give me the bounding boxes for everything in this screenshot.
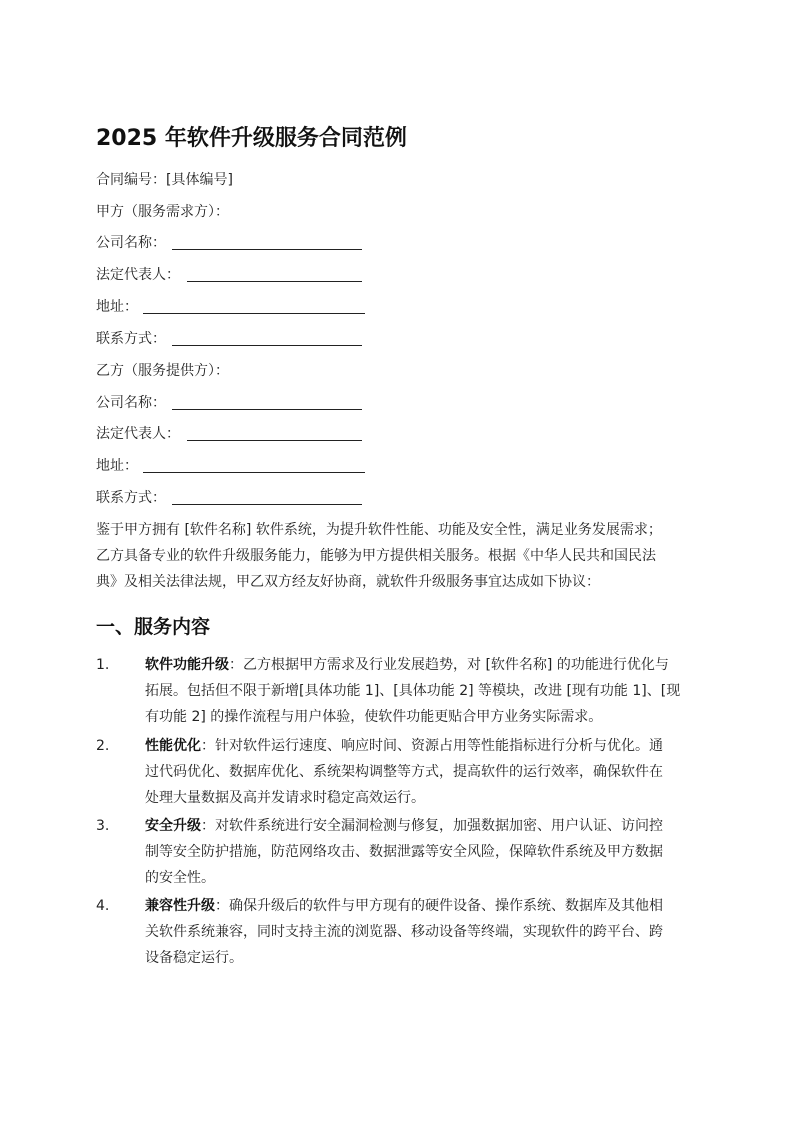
party-b-address-blank[interactable]	[143, 472, 365, 473]
list-item-body	[145, 893, 706, 971]
list-item-text: ：乙方根据甲方需求及行业发展趋势，对 [软件名称] 的功能进行优化与	[229, 657, 669, 673]
list-item-text: 的安全性。	[145, 870, 215, 886]
list-item-body	[145, 733, 706, 811]
party-b-rep-blank[interactable]	[187, 440, 362, 441]
list-item-text: 处理大量数据及高并发请求时稳定高效运行。	[145, 790, 425, 806]
party-b-heading: 乙方（服务提供方）：	[96, 363, 229, 379]
party-a-company-label: 公司名称：	[96, 235, 166, 251]
party-a-rep-blank[interactable]	[187, 281, 362, 282]
list-item-text: 有功能 2] 的操作流程与用户体验，使软件功能更贴合甲方业务实际需求。	[145, 709, 603, 725]
party-a-contact-blank[interactable]	[172, 345, 362, 346]
intro-line: 鉴于甲方拥有 [软件名称] 软件系统，为提升软件性能、功能及安全性，满足业务发展需求；	[96, 522, 662, 538]
list-item-label: 安全升级	[145, 818, 201, 834]
list-item-number: 1.	[96, 657, 110, 673]
list-item-text: 制等安全防护措施，防范网络攻击、数据泄露等安全风险，保障软件系统及甲方数据	[145, 844, 663, 860]
list-item-text: ：确保升级后的软件与甲方现有的硬件设备、操作系统、数据库及其他相	[215, 898, 663, 914]
list-item-label: 兼容性升级	[145, 898, 215, 914]
list-item-text: 过代码优化、数据库优化、系统架构调整等方式，提高软件的运行效率，确保软件在	[145, 764, 663, 780]
list-item-number: 3.	[96, 818, 110, 834]
section-heading-service-content: 一、服务内容	[96, 616, 211, 638]
list-item-body	[145, 652, 706, 730]
document-title: 2025 年软件升级服务合同范例	[96, 126, 407, 151]
intro-line: 乙方具备专业的软件升级服务能力，能够为甲方提供相关服务。根据《中华人民共和国民法	[96, 548, 656, 564]
party-b-company-blank[interactable]	[172, 409, 362, 410]
intro-line: 典》及相关法律法规，甲乙双方经友好协商，就软件升级服务事宜达成如下协议：	[96, 574, 600, 590]
party-a-rep-label: 法定代表人：	[96, 267, 180, 283]
party-a-address-blank[interactable]	[143, 313, 365, 314]
list-item-text: ：对软件系统进行安全漏洞检测与修复，加强数据加密、用户认证、访问控	[201, 818, 663, 834]
party-a-company-blank[interactable]	[172, 249, 362, 250]
list-item-text: 设备稳定运行。	[145, 950, 243, 966]
list-item-number: 4.	[96, 898, 110, 914]
party-b-contact-blank[interactable]	[172, 504, 362, 505]
contract-number: 合同编号：[具体编号]	[96, 172, 233, 188]
list-item-number: 2.	[96, 738, 110, 754]
party-a-address-label: 地址：	[96, 299, 138, 315]
party-a-heading: 甲方（服务需求方）：	[96, 204, 229, 220]
list-item-label: 软件功能升级	[145, 657, 229, 673]
list-item-text: ：针对软件运行速度、响应时间、资源占用等性能指标进行分析与优化。通	[201, 738, 663, 754]
party-b-contact-label: 联系方式：	[96, 490, 166, 506]
intro-paragraph	[96, 517, 706, 595]
party-b-rep-label: 法定代表人：	[96, 426, 180, 442]
party-b-company-label: 公司名称：	[96, 395, 166, 411]
list-item-text: 拓展。包括但不限于新增[具体功能 1]、[具体功能 2] 等模块，改进 [现有功能 1]、[现	[145, 683, 681, 699]
list-item-body	[145, 813, 706, 891]
list-item-label: 性能优化	[145, 738, 201, 754]
party-a-contact-label: 联系方式：	[96, 331, 166, 347]
list-item-text: 关软件系统兼容，同时支持主流的浏览器、移动设备等终端，实现软件的跨平台、跨	[145, 924, 663, 940]
party-b-address-label: 地址：	[96, 458, 138, 474]
